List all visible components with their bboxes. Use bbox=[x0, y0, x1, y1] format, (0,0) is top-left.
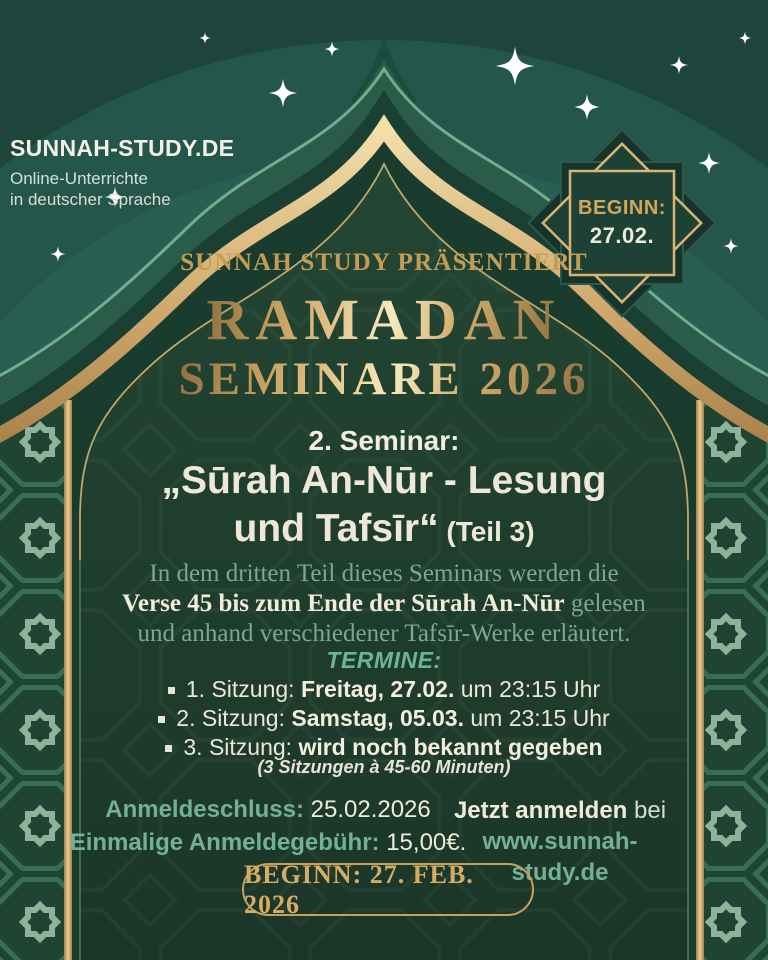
session-1-prefix: 1. Sitzung: bbox=[185, 676, 301, 702]
schedule-item bbox=[0, 675, 768, 704]
brand-block bbox=[10, 135, 234, 210]
description-line1: In dem dritten Teil dieses Seminars werden die bbox=[149, 560, 619, 587]
description-line2-rest: gelesen bbox=[564, 590, 646, 617]
badge-label: BEGINN: bbox=[578, 197, 666, 219]
main-title-line2: SEMINARE 2026 bbox=[178, 353, 590, 405]
schedule-item bbox=[0, 704, 768, 733]
brand-tagline-line1: Online-Unterrichte bbox=[10, 169, 148, 188]
session-2-time: um 23:15 Uhr bbox=[463, 705, 610, 731]
deadline-row bbox=[30, 793, 506, 826]
signup-cta-rest: bei bbox=[627, 797, 667, 824]
seminar-title-part-suffix: (Teil 3) bbox=[438, 516, 535, 547]
square-bullet-icon bbox=[168, 687, 175, 694]
deadline-value: 25.02.2026 bbox=[303, 796, 431, 823]
fee-row bbox=[30, 826, 506, 859]
description-line2-bold: Verse 45 bis zum Ende der Sūrah An-Nūr bbox=[122, 590, 565, 617]
description-line3: und anhand verschiedener Tafsīr-Werke erläutert. bbox=[137, 620, 631, 647]
kicker: SUNNAH STUDY PRÄSENTIERT bbox=[180, 249, 588, 276]
badge-date: 27.02. bbox=[589, 223, 655, 248]
deadline-label: Anmeldeschluss: bbox=[105, 796, 304, 823]
main-title-line1: RAMADAN bbox=[206, 287, 562, 352]
square-bullet-icon bbox=[158, 716, 165, 723]
session-2-prefix: 2. Sitzung: bbox=[176, 705, 292, 731]
signup-cta-row bbox=[442, 795, 678, 826]
square-bullet-icon bbox=[165, 745, 172, 752]
session-3-date: wird noch bekannt gegeben bbox=[298, 734, 603, 760]
website-link[interactable]: www.sunnah-study.de bbox=[482, 828, 638, 886]
session-3-prefix: 3. Sitzung: bbox=[183, 734, 299, 760]
brand-tagline-line2: in deutscher Sprache bbox=[10, 190, 171, 209]
start-date-badge bbox=[542, 197, 702, 249]
registration-info bbox=[30, 793, 506, 859]
start-date-button[interactable]: BEGINN: 27. FEB. 2026 bbox=[242, 863, 534, 916]
seminar-title-line1: „Sūrah An-Nūr - Lesung bbox=[161, 459, 607, 502]
seminar-number-label: 2. Seminar: bbox=[308, 425, 460, 456]
schedule-heading: TERMINE: bbox=[326, 647, 442, 673]
fee-label: Einmalige Anmeldegebühr: bbox=[69, 829, 380, 856]
signup-cta-bold: Jetzt anmelden bbox=[453, 797, 628, 824]
brand-tagline bbox=[10, 168, 234, 210]
seminar-title-line2-main: und Tafsīr“ bbox=[233, 507, 439, 550]
description-line2 bbox=[0, 589, 768, 619]
session-2-date: Samstag, 05.03. bbox=[291, 705, 464, 731]
schedule-note: (3 Sitzungen à 45-60 Minuten) bbox=[257, 757, 511, 777]
session-1-date: Freitag, 27.02. bbox=[300, 676, 455, 702]
session-1-time: um 23:15 Uhr bbox=[454, 676, 601, 702]
schedule-list bbox=[0, 675, 768, 762]
fee-value: 15,00€. bbox=[379, 829, 467, 856]
seminar-title-line2 bbox=[0, 507, 768, 551]
seminar-description bbox=[0, 559, 768, 649]
brand-title: SUNNAH-STUDY.DE bbox=[10, 135, 235, 161]
